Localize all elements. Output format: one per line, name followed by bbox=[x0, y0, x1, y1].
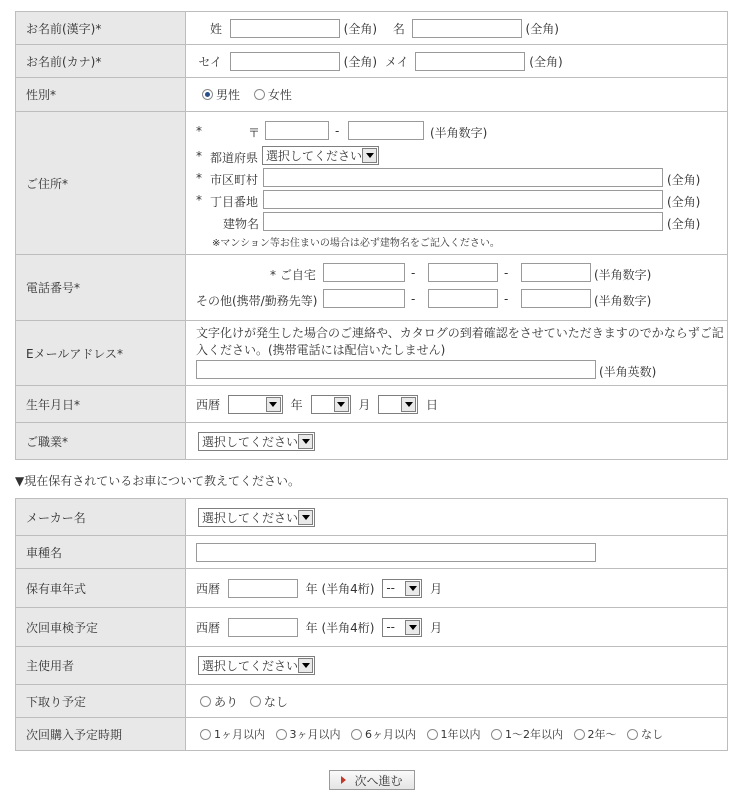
fullwidth-note: (全角) bbox=[525, 21, 559, 36]
car-section-heading: ▼現在保有されているお車について教えてください。 bbox=[15, 474, 300, 488]
city-label: 市区町村 bbox=[210, 173, 259, 187]
purchase-option-label: なし bbox=[641, 728, 663, 741]
tradein-yes-label: あり bbox=[214, 694, 239, 709]
model-input[interactable] bbox=[196, 543, 596, 562]
inspection-year-note: 年 (半角4桁) bbox=[305, 620, 375, 635]
other-phone-3-input[interactable] bbox=[521, 289, 591, 308]
day-label: 日 bbox=[426, 397, 439, 412]
inspection-month-select[interactable] bbox=[382, 618, 422, 637]
email-note: (半角英数) bbox=[599, 365, 657, 379]
gender-male-label: 男性 bbox=[216, 88, 241, 102]
postal-dash: - bbox=[335, 124, 340, 138]
purchase-option-label: 3ヶ月以内 bbox=[289, 728, 341, 741]
next-button-label: 次へ進む bbox=[354, 773, 403, 788]
other-phone-1-input[interactable] bbox=[323, 289, 405, 308]
main-user-select[interactable] bbox=[198, 656, 315, 675]
email-label: Eメールアドレス* bbox=[16, 321, 186, 386]
phone-label: 電話番号* bbox=[16, 255, 186, 321]
chevron-down-icon bbox=[266, 397, 281, 412]
maker-select-value: 選択してください bbox=[202, 510, 299, 525]
name-kanji-label: お名前(漢字)* bbox=[16, 12, 186, 45]
postal-code-first-input[interactable] bbox=[265, 121, 329, 140]
address-remark: ※マンション等お住まいの場合は必ず建物名をご記入ください。 bbox=[212, 238, 500, 249]
fullwidth-note: (全角) bbox=[667, 195, 701, 209]
chevron-down-icon bbox=[362, 148, 377, 163]
postal-mark: 〒 bbox=[248, 126, 261, 140]
maker-select[interactable] bbox=[198, 508, 315, 527]
next-button[interactable] bbox=[329, 770, 415, 790]
purchase-3month-radio[interactable] bbox=[276, 729, 287, 740]
building-label: 建物名 bbox=[223, 217, 260, 231]
postal-note: (半角数字) bbox=[430, 126, 488, 140]
birth-year-select[interactable] bbox=[228, 395, 283, 414]
fullwidth-note: (全角) bbox=[343, 54, 378, 69]
car-year-month-value: -- bbox=[386, 581, 395, 595]
chevron-down-icon bbox=[401, 397, 416, 412]
fullwidth-note: (全角) bbox=[343, 21, 378, 36]
city-input[interactable] bbox=[263, 168, 663, 187]
street-input[interactable] bbox=[263, 190, 663, 209]
inspection-label: 次回車検予定 bbox=[16, 608, 186, 647]
last-name-kanji-input[interactable] bbox=[230, 19, 340, 38]
chevron-down-icon bbox=[298, 510, 313, 525]
required-star: * bbox=[196, 171, 202, 185]
occupation-select-value: 選択してください bbox=[202, 434, 299, 449]
birth-month-select[interactable] bbox=[311, 395, 351, 414]
year-label: 年 bbox=[290, 397, 303, 412]
chevron-down-icon bbox=[298, 658, 313, 673]
home-phone-1-input[interactable] bbox=[323, 263, 405, 282]
tradein-yes-radio[interactable] bbox=[200, 696, 211, 707]
sei-label: 姓 bbox=[209, 21, 222, 36]
phone-note: (半角数字) bbox=[594, 268, 652, 282]
purchase-timing-label: 次回購入予定時期 bbox=[16, 718, 186, 751]
required-star: * bbox=[196, 124, 202, 138]
birth-day-select[interactable] bbox=[378, 395, 418, 414]
purchase-option-label: 6ヶ月以内 bbox=[365, 728, 416, 741]
gender-female-radio[interactable] bbox=[254, 89, 265, 100]
first-name-kana-input[interactable] bbox=[415, 52, 525, 71]
maker-label: メーカー名 bbox=[16, 499, 186, 536]
month-label: 月 bbox=[430, 620, 443, 635]
gender-label: 性別* bbox=[16, 78, 186, 112]
occupation-label: ご職業* bbox=[16, 423, 186, 460]
car-info-table bbox=[15, 498, 728, 751]
email-input[interactable] bbox=[196, 360, 596, 379]
tradein-no-radio[interactable] bbox=[250, 696, 261, 707]
building-input[interactable] bbox=[263, 212, 663, 231]
purchase-1month-radio[interactable] bbox=[200, 729, 211, 740]
first-name-kanji-input[interactable] bbox=[412, 19, 522, 38]
era-label: 西暦 bbox=[196, 581, 221, 596]
purchase-none-radio[interactable] bbox=[627, 729, 638, 740]
purchase-6month-radio[interactable] bbox=[351, 729, 362, 740]
other-phone-2-input[interactable] bbox=[428, 289, 498, 308]
sei-kana-label: セイ bbox=[198, 54, 222, 69]
era-label: 西暦 bbox=[196, 620, 221, 635]
gender-female-label: 女性 bbox=[267, 88, 292, 102]
purchase-1year-radio[interactable] bbox=[427, 729, 438, 740]
model-label: 車種名 bbox=[16, 536, 186, 569]
tradein-label: 下取り予定 bbox=[16, 685, 186, 718]
personal-info-table bbox=[15, 11, 728, 460]
email-description: 文字化けが発生した場合のご連絡や、カタログの到着確認をさせていただきますのでかならずご記入ください。(携帯電話には配信いたしません) bbox=[196, 326, 724, 357]
fullwidth-note: (全角) bbox=[529, 54, 563, 69]
inspection-year-input[interactable] bbox=[228, 618, 298, 637]
fullwidth-note: (全角) bbox=[667, 173, 701, 187]
birthday-label: 生年月日* bbox=[16, 386, 186, 423]
chevron-down-icon bbox=[405, 620, 420, 635]
home-phone-label: * ご自宅 bbox=[270, 268, 316, 282]
street-label: 丁目番地 bbox=[210, 195, 259, 209]
postal-code-second-input[interactable] bbox=[348, 121, 424, 140]
occupation-select[interactable] bbox=[198, 432, 315, 451]
mei-kana-label: メイ bbox=[384, 54, 409, 69]
phone-note: (半角数字) bbox=[594, 294, 652, 308]
phone-dash: - bbox=[411, 292, 416, 306]
phone-dash: - bbox=[411, 266, 416, 280]
main-user-label: 主使用者 bbox=[16, 647, 186, 685]
gender-male-radio[interactable] bbox=[202, 89, 213, 100]
inspection-month-value: -- bbox=[386, 620, 395, 634]
required-star: * bbox=[196, 149, 202, 163]
home-phone-3-input[interactable] bbox=[521, 263, 591, 282]
phone-dash: - bbox=[504, 292, 509, 306]
mei-label: 名 bbox=[392, 21, 405, 36]
purchase-option-label: 1ヶ月以内 bbox=[214, 728, 265, 741]
main-user-select-value: 選択してください bbox=[202, 659, 299, 673]
purchase-option-label: 1〜2年以内 bbox=[505, 728, 563, 741]
purchase-1to2year-radio[interactable] bbox=[491, 729, 502, 740]
purchase-option-label: 2年〜 bbox=[587, 728, 617, 741]
car-year-input[interactable] bbox=[228, 579, 298, 598]
arrow-right-icon bbox=[341, 776, 346, 784]
required-star: * bbox=[196, 193, 202, 207]
prefecture-select[interactable] bbox=[262, 146, 379, 165]
car-year-month-select[interactable] bbox=[382, 579, 422, 598]
prefecture-select-value: 選択してください bbox=[266, 149, 363, 163]
other-phone-label: その他(携帯/勤務先等) bbox=[196, 294, 318, 308]
fullwidth-note: (全角) bbox=[667, 217, 701, 231]
car-year-label: 保有車年式 bbox=[16, 569, 186, 608]
last-name-kana-input[interactable] bbox=[230, 52, 340, 71]
car-year-note: 年 (半角4桁) bbox=[305, 581, 375, 596]
purchase-option-label: 1年以内 bbox=[440, 728, 481, 741]
tradein-no-label: なし bbox=[263, 694, 288, 709]
month-label: 月 bbox=[430, 581, 443, 596]
home-phone-2-input[interactable] bbox=[428, 263, 498, 282]
era-label: 西暦 bbox=[196, 397, 221, 412]
chevron-down-icon bbox=[298, 434, 313, 449]
prefecture-label: 都道府県 bbox=[210, 151, 259, 165]
purchase-2year-plus-radio[interactable] bbox=[574, 729, 585, 740]
month-label: 月 bbox=[358, 397, 371, 412]
chevron-down-icon bbox=[405, 581, 420, 596]
address-label: ご住所* bbox=[16, 112, 186, 255]
name-kana-label: お名前(カナ)* bbox=[16, 45, 186, 78]
phone-dash: - bbox=[504, 266, 509, 280]
chevron-down-icon bbox=[334, 397, 349, 412]
